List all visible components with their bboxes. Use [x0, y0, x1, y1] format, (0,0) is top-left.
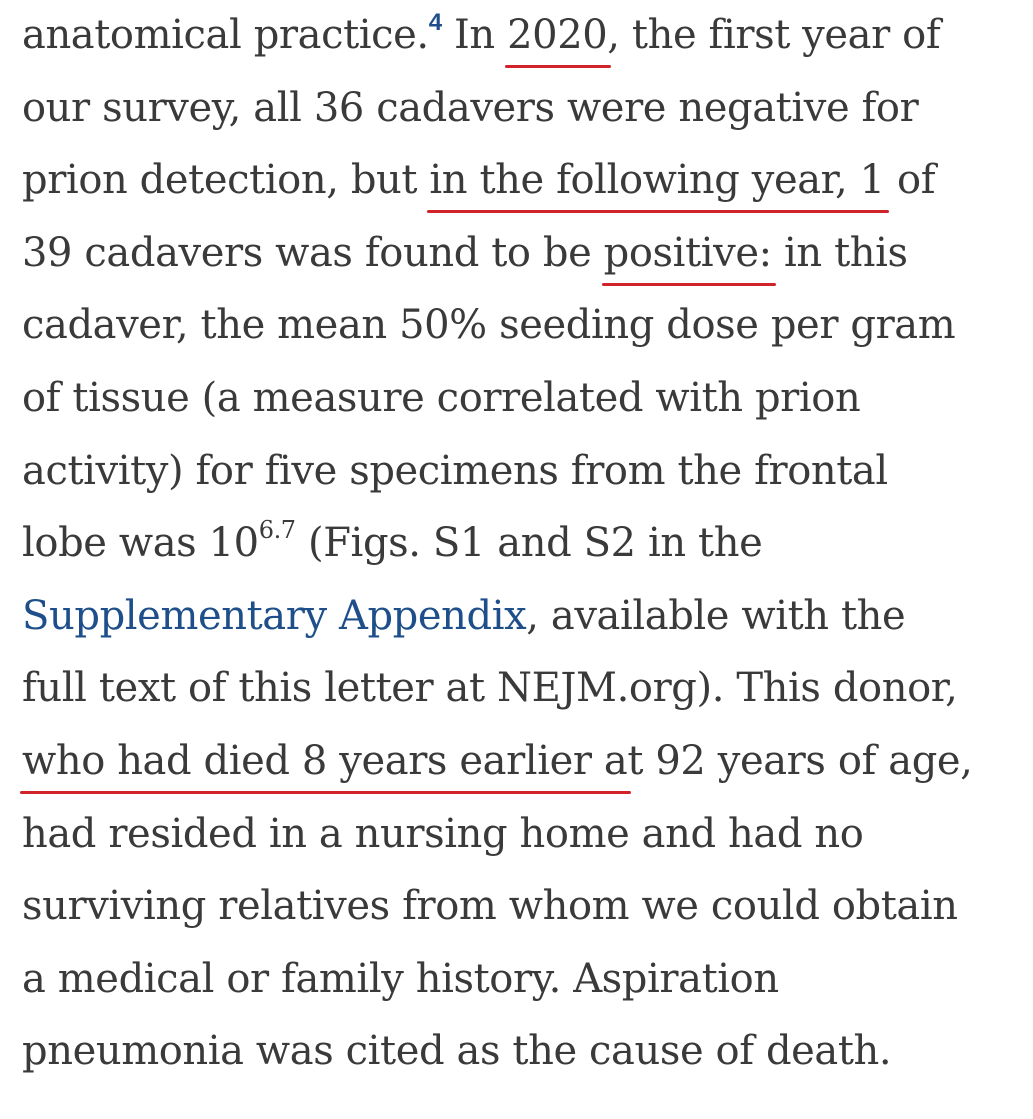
text-segment: , the first year of [607, 12, 941, 58]
supplementary-appendix-link[interactable]: Supplementary Appendix [22, 592, 527, 639]
underlined-phrase: in the following year, 1 [429, 157, 885, 204]
text-line: full text of this letter at NEJM.org). This donor, [22, 665, 958, 712]
footnote-reference-link[interactable]: 4 [428, 8, 442, 36]
text-segment: prion detection, but [22, 157, 430, 204]
text-line: cadaver, the mean 50% seeding dose per gram [22, 302, 956, 349]
text-segment: in this [771, 229, 908, 276]
text-line [22, 0, 1022, 72]
text-line: a medical or family history. Aspiration [22, 955, 779, 1002]
text-line: had resided in a nursing home and had no [22, 810, 864, 857]
text-segment: , available with the [526, 592, 906, 639]
text-segment: t 92 years of age, [627, 737, 973, 784]
text-segment: lobe was 10 [22, 520, 259, 567]
text-line: of tissue (a measure correlated with prion [22, 374, 861, 421]
text-line [22, 217, 1022, 290]
text-line: our survey, all 36 cadavers were negative for [22, 84, 919, 131]
underlined-year: 2020 [507, 12, 608, 58]
text-line [22, 725, 1022, 798]
text-line: activity) for five specimens from the frontal [22, 447, 888, 494]
underlined-phrase: who had died 8 years earlier a [22, 737, 628, 784]
text-segment: In [441, 12, 508, 58]
text-line: surviving relatives from whom we could obtain [22, 883, 958, 930]
text-segment: anatomical practice. [22, 12, 429, 58]
text-line: pneumonia was cited as the cause of death. [22, 1028, 892, 1075]
text-line [22, 144, 1022, 217]
underlined-phrase: positive: [603, 229, 772, 276]
article-paragraph [22, 0, 1022, 1089]
text-line [22, 580, 1022, 653]
exponent: 6.7 [258, 515, 296, 544]
text-line [22, 507, 1022, 580]
text-segment: (Figs. S1 and S2 in the [295, 520, 763, 567]
text-segment: 39 cadavers was found to be [22, 229, 604, 276]
text-segment: of [884, 157, 936, 204]
